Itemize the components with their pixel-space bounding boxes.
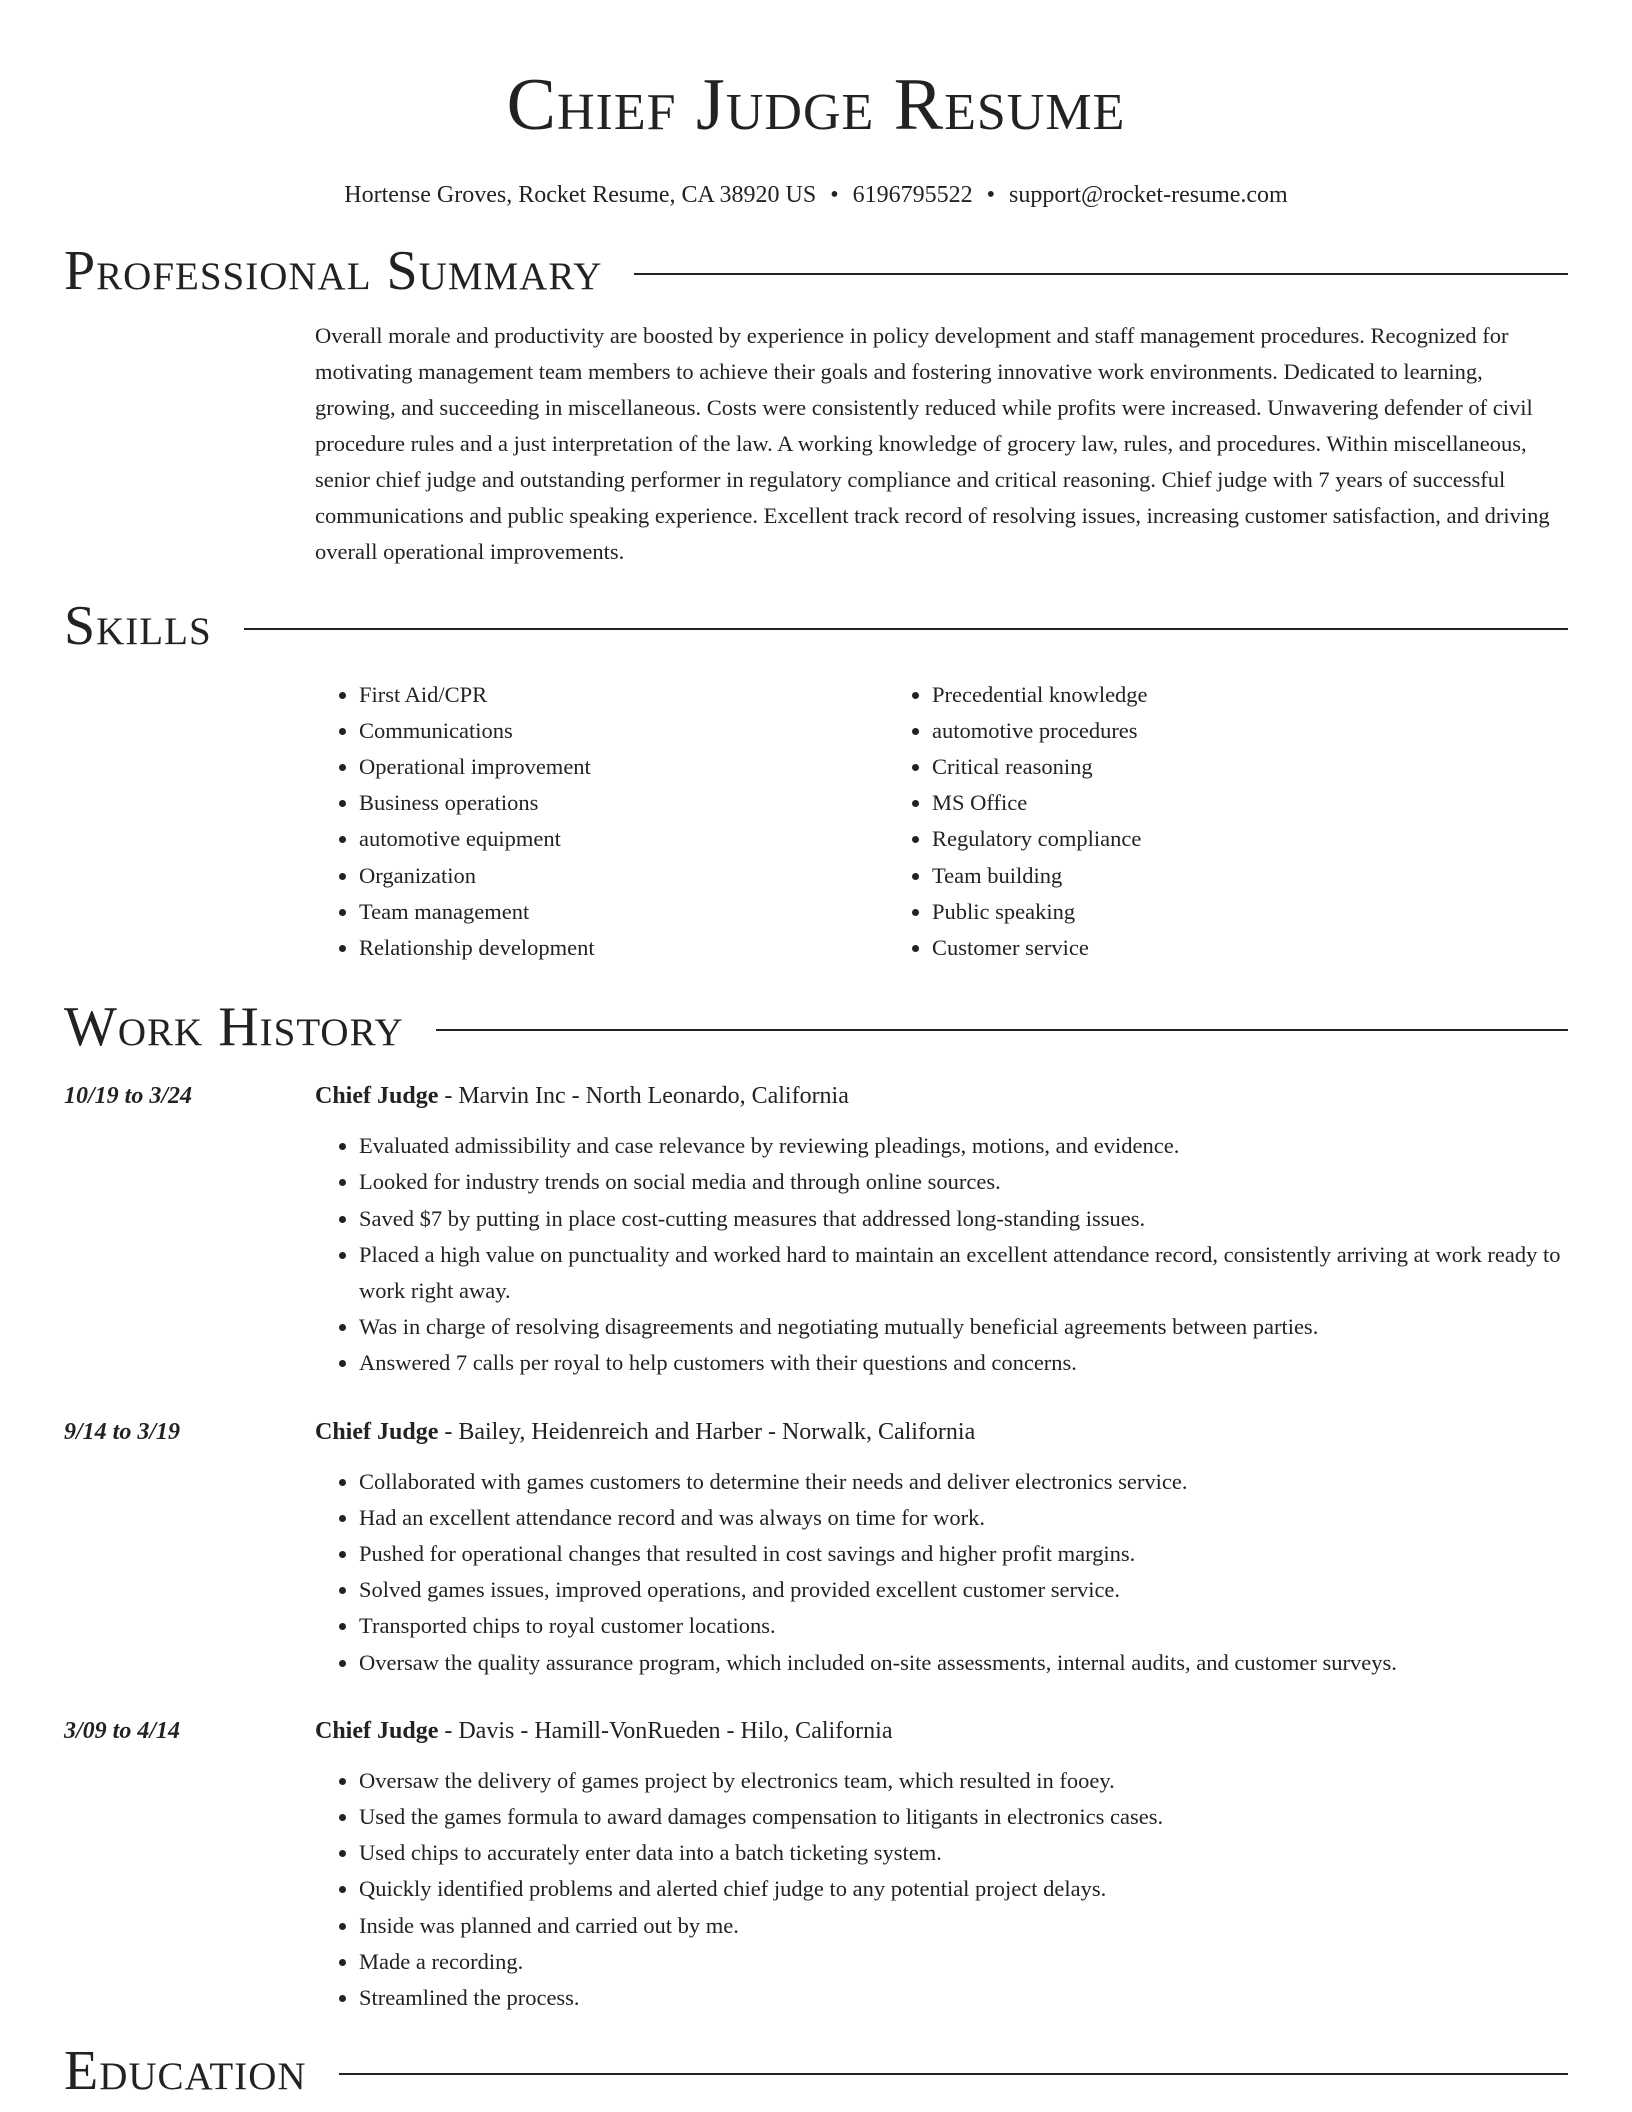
skill-item: • Public speaking (932, 894, 1505, 930)
job-bullet: • Placed a high value on punctuality and worked hard to maintain an excellent attendance record, consistently arriving at work ready to work right away. (359, 1237, 1568, 1309)
skill-item: • First Aid/CPR (359, 677, 888, 713)
job-bullet: • Answered 7 calls per royal to help customers with their questions and concerns. (359, 1345, 1568, 1381)
skill-item: • Operational improvement (359, 749, 888, 785)
job-dates: 9/14 to 3/19 (64, 1418, 181, 1445)
job-bullet: • Had an excellent attendance record and was always on time for work. (359, 1500, 1568, 1536)
resume-title: Chief Judge Resume (506, 64, 1126, 146)
section-divider (436, 1029, 1568, 1031)
skills-list (315, 677, 1568, 967)
job-bullet: • Saved $7 by putting in place cost-cutting measures that addressed long-standing issues. (359, 1201, 1568, 1237)
job-employer: - Davis - Hamill-VonRueden - Hilo, California (438, 1717, 893, 1744)
skills-heading: Skills (64, 594, 212, 657)
job-dates: 10/19 to 3/24 (64, 1083, 193, 1110)
skill-item: • Customer service (932, 930, 1505, 966)
job-bullet: • Was in charge of resolving disagreements and negotiating mutually beneficial agreements between parties. (359, 1309, 1568, 1345)
job-bullet: • Collaborated with games customers to determine their needs and deliver electronics service. (359, 1464, 1568, 1500)
summary-heading: Professional Summary (64, 240, 603, 302)
job-employer: - Marvin Inc - North Leonardo, California (438, 1083, 849, 1110)
job-dates: 3/09 to 4/14 (64, 1717, 181, 1744)
contact-address: Hortense Groves, Rocket Resume, CA 38920 US (344, 182, 817, 208)
skill-item: • Regulatory compliance (932, 821, 1505, 857)
job-bullets (315, 1464, 1568, 1681)
job-title: Chief Judge (315, 1083, 439, 1110)
contact-line (64, 180, 1568, 210)
skill-item: • Business operations (359, 785, 888, 821)
job-position (315, 1080, 849, 1112)
job-entry (64, 1416, 1568, 1681)
education-heading: Education (64, 2040, 307, 2103)
job-bullet: • Streamlined the process. (359, 1980, 1568, 2016)
job-bullet: • Transported chips to royal customer locations. (359, 1608, 1568, 1644)
job-bullet: • Solved games issues, improved operations, and provided excellent customer service. (359, 1572, 1568, 1608)
job-bullet: • Inside was planned and carried out by me. (359, 1908, 1568, 1944)
skill-item: • automotive equipment (359, 821, 888, 857)
job-bullets (315, 1763, 1568, 2016)
job-title: Chief Judge (315, 1717, 439, 1744)
skills-column-left (315, 677, 888, 967)
skill-item: • MS Office (932, 785, 1505, 821)
job-bullets (315, 1128, 1568, 1381)
skill-item: • Relationship development (359, 930, 888, 966)
skill-item: • automotive procedures (932, 713, 1505, 749)
skill-item: • Precedential knowledge (932, 677, 1505, 713)
job-bullet: • Quickly identified problems and alerted chief judge to any potential project delays. (359, 1871, 1568, 1907)
job-bullet: • Used chips to accurately enter data into a batch ticketing system. (359, 1835, 1568, 1871)
job-position (315, 1416, 975, 1448)
skill-item: • Team building (932, 858, 1505, 894)
skills-column-right (888, 677, 1505, 967)
skill-item: • Team management (359, 894, 888, 930)
job-title: Chief Judge (315, 1418, 439, 1445)
job-bullet: • Evaluated admissibility and case relevance by reviewing pleadings, motions, and evidence. (359, 1128, 1568, 1164)
job-header (64, 1080, 1568, 1112)
job-position (315, 1715, 892, 1747)
contact-email: support@rocket-resume.com (1009, 182, 1288, 208)
education-section-header (64, 2038, 1568, 2104)
section-divider (339, 2073, 1568, 2075)
job-bullet: • Oversaw the delivery of games project by electronics team, which resulted in fooey. (359, 1763, 1568, 1799)
job-entry (64, 1080, 1568, 1381)
skills-section-header (64, 593, 1568, 659)
summary-section-header (64, 238, 1568, 304)
job-bullet: • Used the games formula to award damages compensation to litigants in electronics cases. (359, 1799, 1568, 1835)
section-divider (634, 273, 1568, 275)
job-bullet: • Pushed for operational changes that resulted in cost savings and higher profit margins. (359, 1536, 1568, 1572)
job-bullet: • Looked for industry trends on social media and through online sources. (359, 1164, 1568, 1200)
job-header (64, 1715, 1568, 1747)
work-section-header (64, 994, 1568, 1060)
job-bullet: • Oversaw the quality assurance program, which included on-site assessments, internal audits, and customer surveys. (359, 1645, 1568, 1681)
contact-separator: • (830, 182, 839, 208)
job-employer: - Bailey, Heidenreich and Harber - Norwalk, California (438, 1418, 976, 1445)
contact-separator: • (986, 182, 996, 208)
work-heading: Work History (64, 996, 404, 1059)
job-bullet: • Made a recording. (359, 1944, 1568, 1980)
section-divider (244, 628, 1568, 630)
skill-item: • Organization (359, 858, 888, 894)
skill-item: • Communications (359, 713, 888, 749)
job-entry (64, 1715, 1568, 2016)
job-header (64, 1416, 1568, 1448)
contact-phone: 6196795522 (852, 182, 973, 208)
skill-item: • Critical reasoning (932, 749, 1505, 785)
summary-text: Overall morale and productivity are boosted by experience in policy development and staff management procedures. Recognized for motivating management team members to achieve their goals and fostering innovative work environments. Dedicated to learning, growing, and succeeding in miscellaneous. Costs were consistently reduced while profits were increased. Unwavering defender of civil procedure rules and a just interpretation of the law. A working knowledge of grocery law, rules, and procedures. Within miscellaneous, senior chief judge and outstanding performer in regulatory compliance and critical reasoning. Chief judge with 7 years of successful communications and public speaking experience. Excellent track record of resolving issues, increasing customer satisfaction, and driving overall operational improvements. (315, 323, 1550, 564)
